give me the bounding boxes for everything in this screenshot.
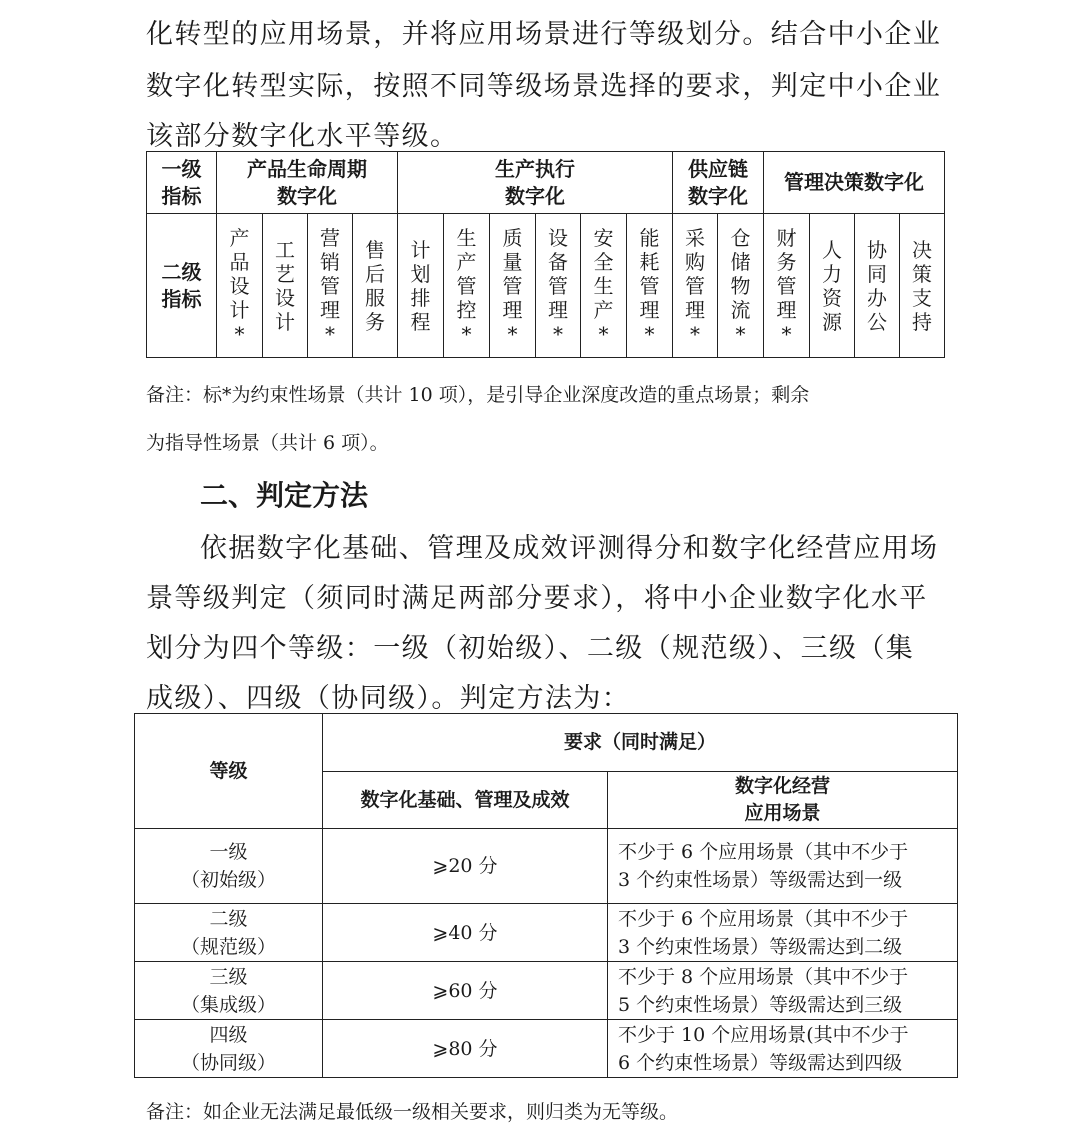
level2-item: 质 量 管 理 *	[490, 214, 536, 358]
note-line: 为指导性场景（共计 6 项）。	[146, 432, 389, 454]
level2-item: 安 全 生 产 *	[581, 214, 627, 358]
level2-item: 决 策 支 持	[900, 214, 945, 358]
group-header: 生产执行 数字化	[398, 152, 673, 214]
scene-cell: 不少于 6 个应用场景（其中不少于 3 个约束性场景）等级需达到一级	[608, 829, 958, 904]
group-header: 管理决策数字化	[764, 152, 945, 214]
section-title: 二、判定方法	[200, 479, 369, 512]
level2-item: 人 力 资 源	[810, 214, 855, 358]
level-cell: 一级 （初始级）	[135, 829, 323, 904]
level2-label: 二级 指标	[147, 214, 217, 358]
header-basic: 数字化基础、管理及成效	[323, 772, 608, 829]
score-cell: ⩾60 分	[323, 962, 608, 1020]
level2-item: 营 销 管 理 *	[308, 214, 353, 358]
level2-item: 能 耗 管 理 *	[627, 214, 673, 358]
scenario-index-table	[146, 151, 945, 358]
table-row	[135, 829, 958, 904]
score-cell: ⩾20 分	[323, 829, 608, 904]
method-line: 依据数字化基础、管理及成效评测得分和数字化经营应用场	[200, 533, 939, 564]
scene-cell: 不少于 6 个应用场景（其中不少于 3 个约束性场景）等级需达到二级	[608, 904, 958, 962]
level2-item: 协 同 办 公	[855, 214, 900, 358]
level2-item: 生 产 管 控 *	[444, 214, 490, 358]
table-row	[135, 904, 958, 962]
note-no-grade: 备注：如企业无法满足最低级一级相关要求，则归类为无等级。	[146, 1101, 679, 1123]
intro-line: 数字化转型实际，按照不同等级场景选择的要求，判定中小企业	[146, 71, 942, 102]
method-line: 景等级判定（须同时满足两部分要求），将中小企业数字化水平	[146, 583, 928, 614]
level2-item: 售 后 服 务	[353, 214, 398, 358]
level2-item: 仓 储 物 流 *	[718, 214, 764, 358]
method-line: 划分为四个等级：一级（初始级）、二级（规范级）、三级（集	[146, 633, 915, 664]
level-cell: 四级 （协同级）	[135, 1020, 323, 1078]
header-requirement: 要求（同时满足）	[323, 714, 958, 772]
level2-item: 产 品 设 计 *	[217, 214, 263, 358]
header-level: 等级	[135, 714, 323, 829]
grading-method-table	[134, 713, 958, 1078]
score-cell: ⩾80 分	[323, 1020, 608, 1078]
table-row	[135, 1020, 958, 1078]
level2-item: 采 购 管 理 *	[673, 214, 718, 358]
scene-cell: 不少于 10 个应用场景(其中不少于 6 个约束性场景）等级需达到四级	[608, 1020, 958, 1078]
method-line: 成级）、四级（协同级）。判定方法为：	[146, 683, 631, 714]
level2-item: 工 艺 设 计	[263, 214, 308, 358]
intro-line: 化转型的应用场景，并将应用场景进行等级划分。结合中小企业	[146, 19, 942, 50]
intro-line: 该部分数字化水平等级。	[146, 121, 459, 152]
level-cell: 二级 （规范级）	[135, 904, 323, 962]
header-scene: 数字化经营 应用场景	[608, 772, 958, 829]
group-header: 产品生命周期 数字化	[217, 152, 398, 214]
level2-item: 设 备 管 理 *	[536, 214, 581, 358]
level1-label: 一级 指标	[147, 152, 217, 214]
table-row	[135, 962, 958, 1020]
level2-item: 计 划 排 程	[398, 214, 444, 358]
group-header: 供应链 数字化	[673, 152, 764, 214]
note-line: 备注：标*为约束性场景（共计 10 项），是引导企业深度改造的重点场景；剩余	[146, 384, 810, 406]
scene-cell: 不少于 8 个应用场景（其中不少于 5 个约束性场景）等级需达到三级	[608, 962, 958, 1020]
level2-item: 财 务 管 理 *	[764, 214, 810, 358]
score-cell: ⩾40 分	[323, 904, 608, 962]
level-cell: 三级 （集成级）	[135, 962, 323, 1020]
